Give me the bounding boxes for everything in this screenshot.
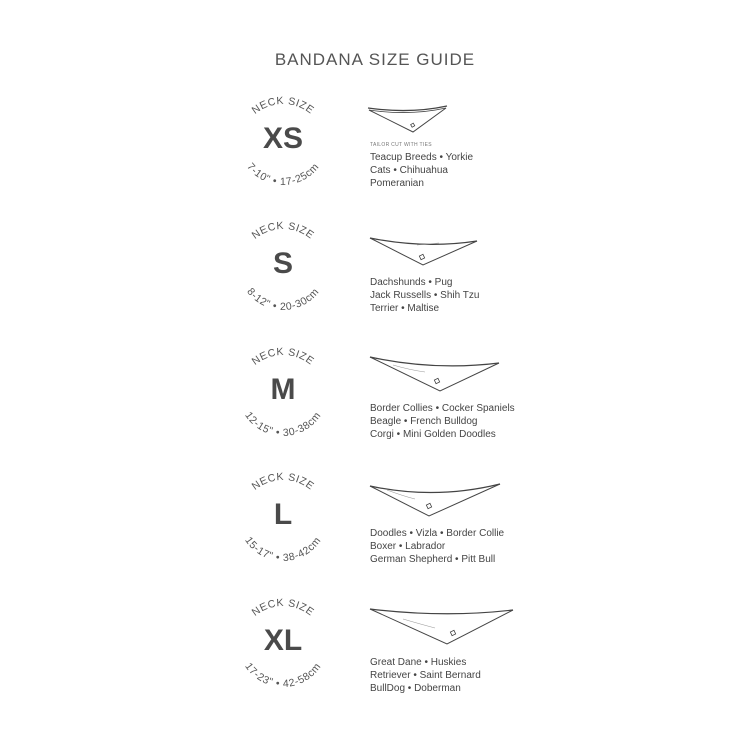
size-code: M (270, 373, 296, 406)
neck-size-badge-xs (228, 92, 338, 202)
page-title: BANDANA SIZE GUIDE (274, 50, 476, 69)
neck-size-badge-xl (228, 594, 338, 704)
breed-line: Doodles • Vizla • Border Collie (370, 528, 505, 539)
breed-list-xl (370, 656, 590, 695)
neck-size-badge-s (228, 217, 338, 327)
breed-line: Great Dane • Huskies (370, 657, 467, 668)
breed-line: Corgi • Mini Golden Doodles (370, 429, 496, 440)
breed-line: Boxer • Labrador (370, 541, 446, 552)
breed-line: Teacup Breeds • Yorkie (370, 152, 474, 163)
breed-line: BullDog • Doberman (370, 683, 461, 694)
breed-line: Dachshunds • Pug (370, 277, 453, 288)
breed-list-l (370, 527, 590, 566)
svg-text:NECK SIZE (250, 220, 317, 242)
bandana-s-illustration (365, 235, 485, 280)
svg-text:NECK SIZE (250, 95, 317, 117)
size-code: L (273, 498, 293, 531)
size-row-xl (0, 594, 750, 714)
tailor-note: TAILOR CUT WITH TIES (370, 142, 432, 148)
neck-size-badge-m (228, 343, 338, 453)
neck-size-range: 17-23" • 42-58cm (242, 660, 324, 691)
neck-size-label: NECK SIZE (249, 596, 317, 619)
neck-size-label: NECK SIZE (249, 219, 317, 242)
breed-list-xs (370, 151, 590, 190)
neck-size-label: NECK SIZE (249, 470, 317, 493)
size-code: XL (263, 624, 303, 657)
breed-list-m (370, 402, 590, 441)
svg-text:NECK SIZE (250, 346, 317, 368)
breed-line: Cats • Chihuahua (370, 165, 448, 176)
neck-size-label: NECK SIZE (249, 345, 317, 368)
neck-size-badge-l (228, 468, 338, 578)
bandana-xl-illustration (365, 606, 520, 656)
breed-list-s (370, 276, 590, 315)
size-row-m (0, 343, 750, 463)
size-row-s (0, 217, 750, 337)
size-row-xs (0, 92, 750, 212)
breed-line: Terrier • Maltise (370, 303, 440, 314)
breed-line: Border Collies • Cocker Spaniels (370, 403, 515, 414)
svg-text:17-23" • 42-58cm (242, 661, 323, 691)
breed-line: Pomeranian (370, 178, 424, 189)
neck-size-range: 15-17" • 38-42cm (242, 534, 324, 565)
svg-text:12-15" • 30-38cm (242, 410, 323, 440)
size-code: XS (262, 122, 304, 155)
size-row-l (0, 468, 750, 588)
breed-line: German Shepherd • Pitt Bull (370, 554, 496, 565)
neck-size-label: NECK SIZE (249, 94, 317, 117)
breed-line: Jack Russells • Shih Tzu (370, 290, 480, 301)
neck-size-range: 12-15" • 30-38cm (242, 409, 324, 440)
svg-text:NECK SIZE (250, 597, 317, 619)
svg-text:8-12" • 20-30cm (244, 286, 321, 313)
svg-text:NECK SIZE (250, 471, 317, 493)
breed-line: Beagle • French Bulldog (370, 416, 478, 427)
breed-line: Retriever • Saint Bernard (370, 670, 481, 681)
bandana-l-illustration (365, 482, 505, 532)
neck-size-range: 7-10" • 17-25cm (244, 160, 322, 189)
svg-text:15-17" • 38-42cm (242, 535, 323, 565)
neck-size-range: 8-12" • 20-30cm (244, 285, 322, 314)
svg-text:7-10" • 17-25cm (244, 161, 321, 188)
size-code: S (272, 247, 293, 280)
bandana-m-illustration (365, 355, 505, 405)
